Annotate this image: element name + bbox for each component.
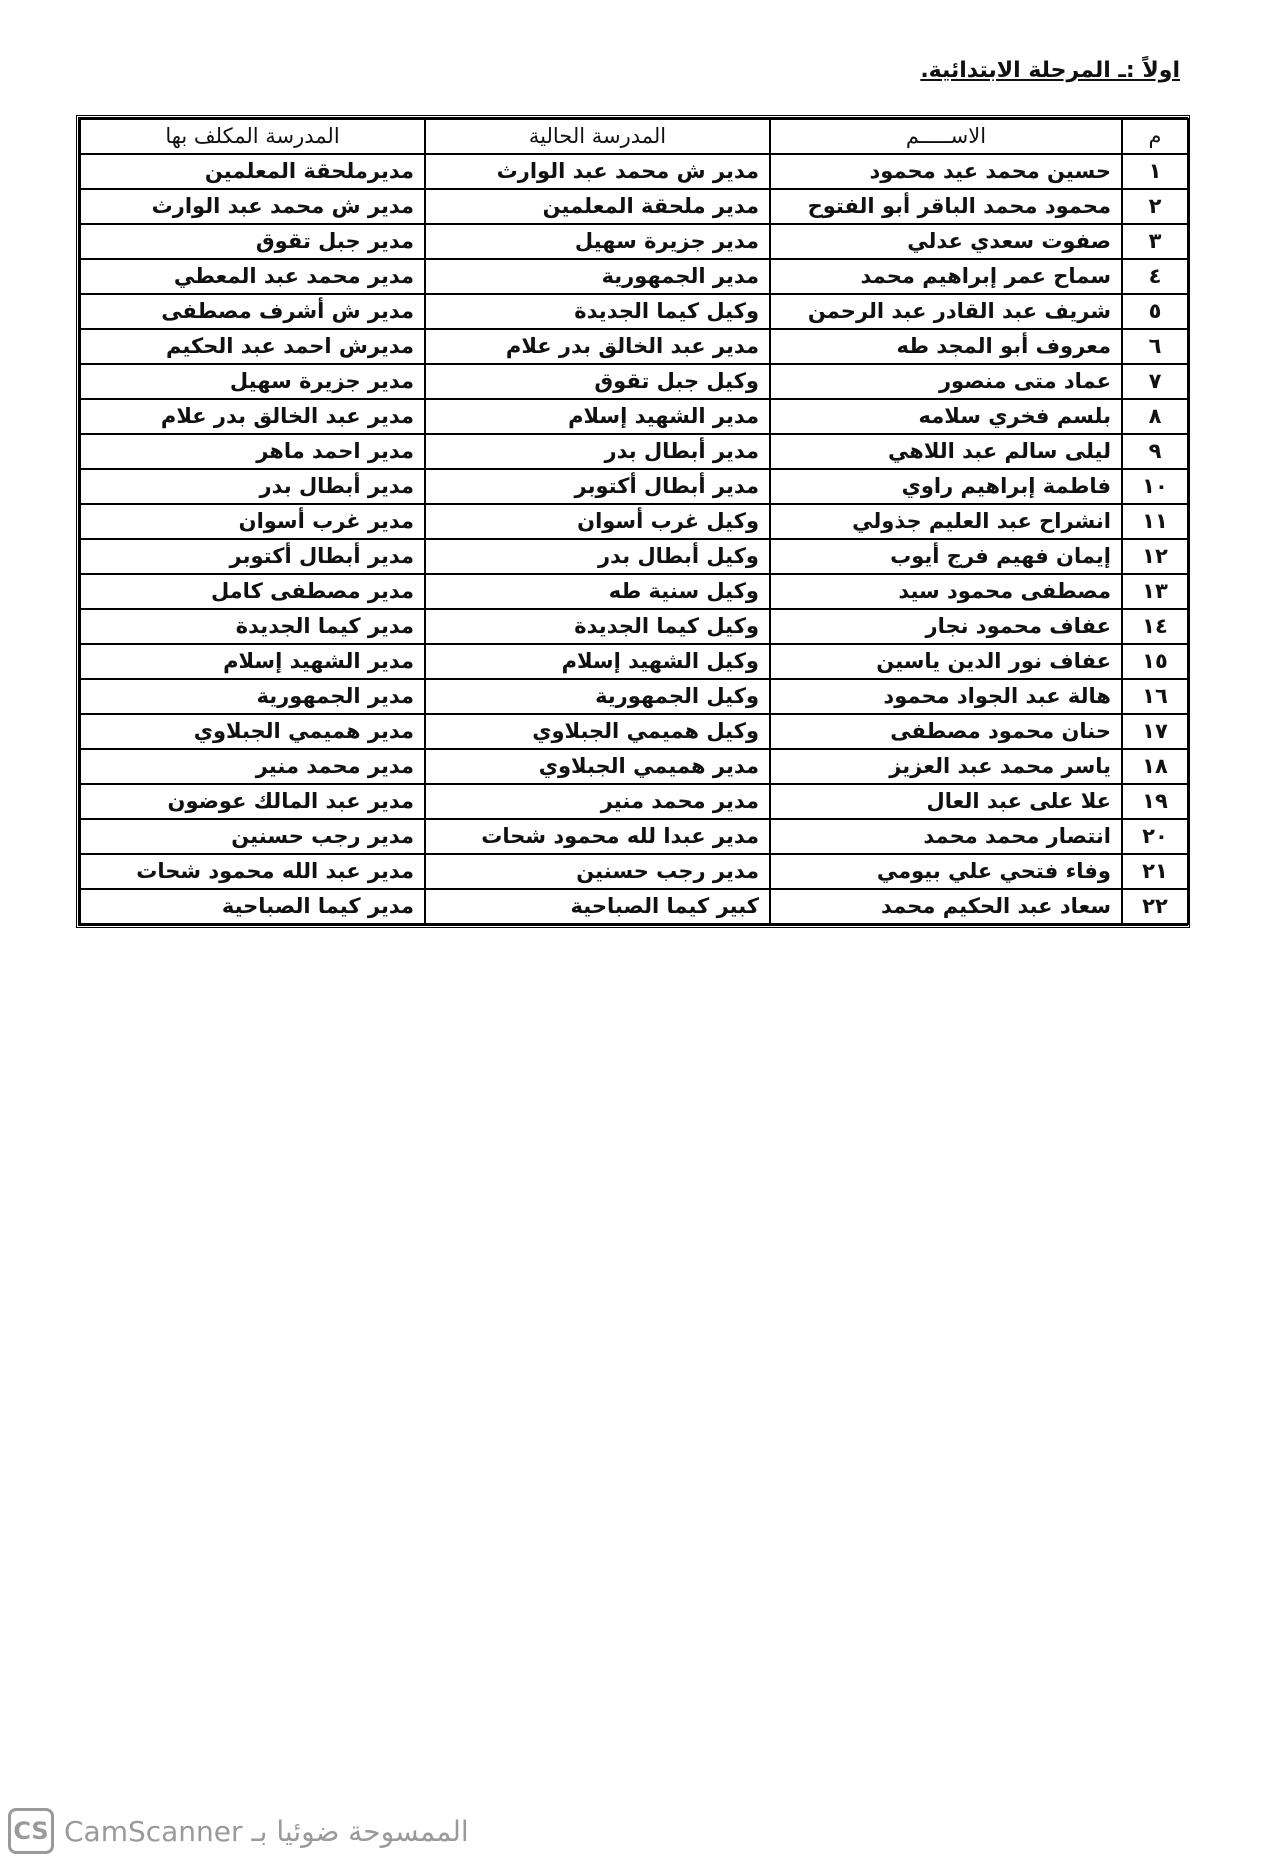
row-number: ١ [1122,154,1188,189]
row-assigned-school: مدير غرب أسوان [80,504,425,539]
row-assigned-school: مدير أبطال أكتوبر [80,539,425,574]
row-number: ٥ [1122,294,1188,329]
row-number: ١١ [1122,504,1188,539]
camscanner-watermark [8,1808,469,1854]
row-number: ١٧ [1122,714,1188,749]
row-assigned-school: مدير محمد منير [80,749,425,784]
row-current-school: مدير ش محمد عبد الوارث [425,154,770,189]
row-assigned-school: مديرش احمد عبد الحكيم [80,329,425,364]
row-assigned-school: مديرملحقة المعلمين [80,154,425,189]
row-assigned-school: مدير احمد ماهر [80,434,425,469]
row-name: وفاء فتحي علي بيومي [770,854,1122,889]
row-assigned-school: مدير الشهيد إسلام [80,644,425,679]
row-number: ٩ [1122,434,1188,469]
row-name: صفوت سعدي عدلي [770,224,1122,259]
row-name: عماد متى منصور [770,364,1122,399]
table-row [80,889,1188,924]
row-number: ٢٢ [1122,889,1188,924]
row-name: مصطفى محمود سيد [770,574,1122,609]
row-number: ٣ [1122,224,1188,259]
row-name: عفاف نور الدين ياسين [770,644,1122,679]
table-row [80,329,1188,364]
row-current-school: مدير رجب حسنين [425,854,770,889]
row-assigned-school: مدير كيما الصباحية [80,889,425,924]
row-number: ١٢ [1122,539,1188,574]
table-body [80,154,1188,924]
row-current-school: كبير كيما الصباحية [425,889,770,924]
row-assigned-school: مدير جبل تقوق [80,224,425,259]
row-assigned-school: مدير الجمهورية [80,679,425,714]
row-current-school: وكيل سنية طه [425,574,770,609]
row-current-school: مدير الشهيد إسلام [425,399,770,434]
row-current-school: وكيل الشهيد إسلام [425,644,770,679]
row-number: ١٣ [1122,574,1188,609]
row-number: ١٥ [1122,644,1188,679]
row-number: ١٦ [1122,679,1188,714]
row-assigned-school: مدير محمد عبد المعطي [80,259,425,294]
camscanner-logo-icon: CS [8,1808,54,1854]
row-number: ٤ [1122,259,1188,294]
header-number: م [1122,119,1188,154]
row-name: عفاف محمود نجار [770,609,1122,644]
row-name: محمود محمد الباقر أبو الفتوح [770,189,1122,224]
row-assigned-school: مدير عبد الخالق بدر علام [80,399,425,434]
row-name: سعاد عبد الحكيم محمد [770,889,1122,924]
table-row [80,679,1188,714]
row-name: حنان محمود مصطفى [770,714,1122,749]
row-current-school: وكيل كيما الجديدة [425,294,770,329]
table-row [80,574,1188,609]
table-row [80,189,1188,224]
row-current-school: وكيل هميمي الجبلاوي [425,714,770,749]
table-row [80,784,1188,819]
table-row [80,749,1188,784]
row-number: ٨ [1122,399,1188,434]
table-row [80,364,1188,399]
row-assigned-school: مدير هميمي الجبلاوي [80,714,425,749]
row-name: شريف عبد القادر عبد الرحمن [770,294,1122,329]
table-row [80,854,1188,889]
row-current-school: وكيل أبطال بدر [425,539,770,574]
row-number: ٢٠ [1122,819,1188,854]
table-row [80,224,1188,259]
row-number: ١٩ [1122,784,1188,819]
row-current-school: مدير عبد الخالق بدر علام [425,329,770,364]
row-number: ١٨ [1122,749,1188,784]
table-row [80,399,1188,434]
row-name: هالة عبد الجواد محمود [770,679,1122,714]
row-name: انتصار محمد محمد [770,819,1122,854]
row-current-school: مدير أبطال بدر [425,434,770,469]
row-assigned-school: مدير أبطال بدر [80,469,425,504]
table-row [80,469,1188,504]
row-assigned-school: مدير عبد المالك عوضون [80,784,425,819]
row-assigned-school: مدير رجب حسنين [80,819,425,854]
row-name: معروف أبو المجد طه [770,329,1122,364]
row-assigned-school: مدير ش محمد عبد الوارث [80,189,425,224]
row-number: ٢١ [1122,854,1188,889]
row-current-school: وكيل كيما الجديدة [425,609,770,644]
row-name: حسين محمد عيد محمود [770,154,1122,189]
table-row [80,539,1188,574]
row-name: سماح عمر إبراهيم محمد [770,259,1122,294]
row-assigned-school: مدير مصطفى كامل [80,574,425,609]
row-current-school: مدير ملحقة المعلمين [425,189,770,224]
table-row [80,154,1188,189]
row-name: علا على عبد العال [770,784,1122,819]
assignments-table [79,118,1189,925]
table-row [80,259,1188,294]
row-number: ٧ [1122,364,1188,399]
row-assigned-school: مدير كيما الجديدة [80,609,425,644]
row-assigned-school: مدير ش أشرف مصطفى [80,294,425,329]
row-number: ١٤ [1122,609,1188,644]
header-current-school: المدرسة الحالية [425,119,770,154]
table-row [80,294,1188,329]
row-assigned-school: مدير جزيرة سهيل [80,364,425,399]
row-number: ٦ [1122,329,1188,364]
row-current-school: مدير عبدا لله محمود شحات [425,819,770,854]
table-row [80,504,1188,539]
row-current-school: مدير هميمي الجبلاوي [425,749,770,784]
table-row [80,434,1188,469]
table-row [80,609,1188,644]
header-name: الاســـــم [770,119,1122,154]
row-name: ياسر محمد عبد العزيز [770,749,1122,784]
row-current-school: وكيل الجمهورية [425,679,770,714]
row-current-school: وكيل جبل تقوق [425,364,770,399]
row-current-school: مدير محمد منير [425,784,770,819]
row-name: فاطمة إبراهيم راوي [770,469,1122,504]
row-current-school: مدير جزيرة سهيل [425,224,770,259]
table-row [80,714,1188,749]
section-heading: اولاً :ـ المرحلة الابتدائية. [920,58,1180,83]
table-row [80,819,1188,854]
row-name: إيمان فهيم فرج أيوب [770,539,1122,574]
row-number: ١٠ [1122,469,1188,504]
row-assigned-school: مدير عبد الله محمود شحات [80,854,425,889]
assignments-table-frame [76,115,1190,928]
table-header-row [80,119,1188,154]
row-name: بلسم فخري سلامه [770,399,1122,434]
header-assigned-school: المدرسة المكلف بها [80,119,425,154]
row-name: انشراح عبد العليم جذولي [770,504,1122,539]
camscanner-text: الممسوحة ضوئيا بـ CamScanner [64,1814,469,1848]
row-current-school: مدير أبطال أكتوبر [425,469,770,504]
row-number: ٢ [1122,189,1188,224]
row-name: ليلى سالم عبد اللاهي [770,434,1122,469]
row-current-school: وكيل غرب أسوان [425,504,770,539]
row-current-school: مدير الجمهورية [425,259,770,294]
table-row [80,644,1188,679]
